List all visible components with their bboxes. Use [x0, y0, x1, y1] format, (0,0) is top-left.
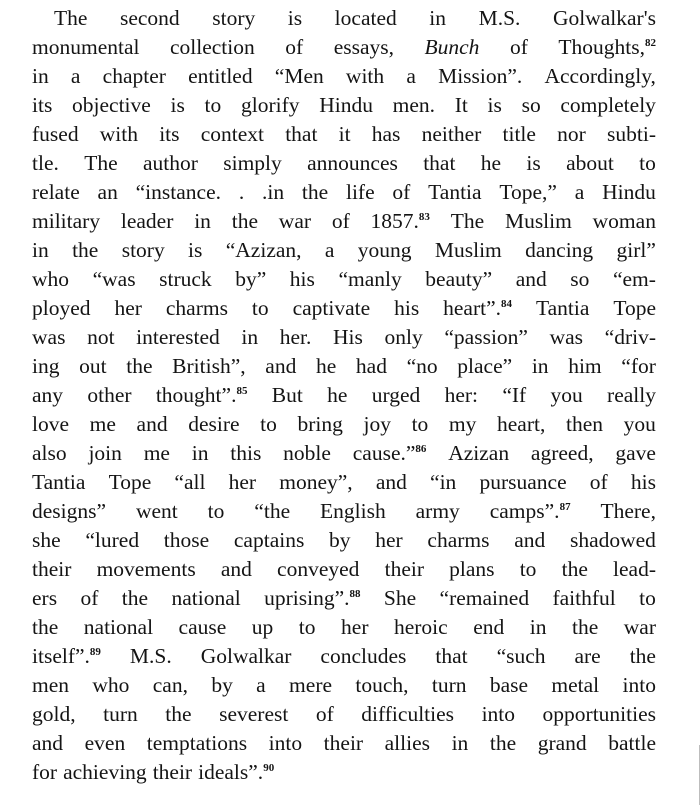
word: “Azizan,	[225, 238, 302, 262]
word: the	[72, 238, 99, 262]
word: nor	[557, 122, 586, 146]
word: who	[32, 267, 70, 291]
word: to	[639, 586, 656, 610]
word: Hindu	[319, 93, 373, 117]
word: went	[135, 499, 178, 523]
word: national	[171, 586, 241, 610]
word: girl”	[616, 238, 656, 262]
word: to	[207, 499, 225, 523]
word: you	[550, 383, 583, 407]
word: her:	[444, 383, 479, 407]
text-line	[32, 323, 656, 352]
word: collection	[169, 35, 255, 59]
word: It	[454, 93, 468, 117]
text-line	[32, 294, 656, 323]
word: “driv-	[604, 325, 656, 349]
word: by	[329, 528, 351, 552]
word: glorify	[240, 93, 300, 117]
footnote-ref: 85	[236, 384, 248, 397]
word: The	[54, 6, 88, 30]
word: Bunch	[424, 35, 480, 59]
word: to	[298, 615, 316, 639]
text-line	[32, 120, 656, 149]
word: heroic	[393, 615, 448, 639]
word: of	[589, 470, 608, 494]
word: “no	[406, 354, 438, 378]
word: he	[315, 354, 337, 378]
word: base	[489, 673, 529, 697]
word: fused	[32, 122, 79, 146]
word: so	[521, 93, 541, 117]
word: grand	[537, 731, 587, 755]
word: context	[200, 122, 264, 146]
word: temptations	[146, 731, 248, 755]
word: English	[320, 499, 386, 523]
word: out	[79, 354, 107, 378]
word: it	[338, 122, 351, 146]
word: heart,	[497, 412, 546, 436]
word: the	[32, 615, 59, 639]
word: heart”.$^{84}$	[443, 296, 513, 320]
text-line	[32, 207, 656, 236]
word: essays,	[333, 35, 394, 59]
word: Thoughts,$^{82}$	[558, 35, 656, 59]
word: objective	[72, 93, 151, 117]
text-line	[32, 642, 656, 671]
word: that	[435, 644, 468, 668]
word: to	[204, 93, 222, 117]
word: The	[450, 209, 485, 233]
word: woman	[592, 209, 656, 233]
word: young	[357, 238, 412, 262]
word: with	[345, 64, 385, 88]
word: “passion”	[444, 325, 528, 349]
word: opportunities	[542, 702, 656, 726]
word: bring	[297, 412, 343, 436]
word: so	[570, 267, 590, 291]
word: allies	[384, 731, 431, 755]
word: struck	[159, 267, 212, 291]
word: cause	[178, 615, 227, 639]
word: faithful	[552, 586, 616, 610]
word: cause.”$^{86}$	[352, 441, 427, 465]
word: in	[429, 6, 447, 30]
word: by	[211, 673, 233, 697]
word: severest	[219, 702, 289, 726]
word: and	[375, 470, 407, 494]
word: ployed	[32, 296, 91, 320]
word: by”	[235, 267, 267, 291]
word: entitled	[188, 64, 253, 88]
word: men.	[392, 93, 436, 117]
word: .	[238, 180, 245, 204]
word: relate	[32, 180, 80, 204]
word: of	[392, 180, 411, 204]
word: about	[566, 151, 614, 175]
word: Tope	[613, 296, 656, 320]
word: There,	[600, 499, 656, 523]
word: its	[159, 122, 180, 146]
word: to	[411, 412, 429, 436]
word: not	[87, 325, 115, 349]
word: that	[285, 122, 318, 146]
word: “instance.	[135, 180, 222, 204]
text-line	[32, 468, 656, 497]
word: the	[231, 209, 258, 233]
word: “all	[174, 470, 206, 494]
word: tle.	[32, 151, 59, 175]
word: the	[629, 644, 656, 668]
word: urged	[371, 383, 421, 407]
word: Mission”.	[438, 64, 523, 88]
word: chapter	[102, 64, 166, 88]
body-paragraph	[32, 4, 672, 787]
word: noble	[283, 441, 331, 465]
word: was	[549, 325, 584, 349]
footnote-ref: 82	[644, 36, 656, 49]
word: their	[32, 557, 72, 581]
word: even	[84, 731, 126, 755]
word: to	[251, 296, 269, 320]
footnote-ref: 89	[89, 645, 101, 658]
word: his	[289, 267, 315, 291]
word: “remained	[439, 586, 530, 610]
word: shadowed	[569, 528, 656, 552]
word: life	[345, 180, 375, 204]
word: uprising”.$^{88}$	[264, 586, 361, 610]
word: to	[639, 151, 656, 175]
word: war	[623, 615, 656, 639]
word: joy	[363, 412, 391, 436]
word: completely	[560, 93, 656, 117]
word: the	[561, 557, 588, 581]
word: he	[480, 151, 502, 175]
word: camps”.$^{87}$	[489, 499, 571, 523]
word: her	[114, 296, 142, 320]
word: end	[473, 615, 505, 639]
word: turn	[103, 702, 138, 726]
word: “such	[496, 644, 546, 668]
text-line	[32, 526, 656, 555]
word: author	[142, 151, 198, 175]
word: Tantia	[535, 296, 590, 320]
word: announces	[307, 151, 398, 175]
text-line	[32, 439, 656, 468]
text-line	[32, 352, 656, 381]
word: military	[32, 209, 101, 233]
word: lead-	[613, 557, 656, 581]
word: leader	[120, 209, 174, 233]
word: British”,	[172, 354, 246, 378]
word: had	[355, 354, 387, 378]
word: beauty”	[425, 267, 493, 291]
word: Golwalkar's	[552, 6, 656, 30]
word: the	[121, 586, 149, 610]
word: and	[515, 267, 547, 291]
footnote-ref: 83	[418, 210, 430, 223]
word: national	[83, 615, 154, 639]
footnote-ref: 87	[559, 500, 571, 513]
word: .in	[261, 180, 285, 204]
word: ideals”.$^{90}$	[198, 760, 275, 784]
word: and	[136, 412, 168, 436]
text-line	[32, 91, 656, 120]
word: ers	[32, 586, 58, 610]
word: in	[191, 441, 209, 465]
word: interested	[136, 325, 220, 349]
word: join	[88, 441, 122, 465]
word: only	[384, 325, 423, 349]
text-line	[32, 555, 656, 584]
word: Tantia	[32, 470, 86, 494]
word: dancing	[525, 238, 594, 262]
word: movements	[96, 557, 196, 581]
text-line	[32, 700, 656, 729]
word: in	[531, 354, 549, 378]
word: of	[509, 35, 528, 59]
word: “If	[502, 383, 527, 407]
word: thought”.$^{85}$	[155, 383, 248, 407]
word: you	[623, 412, 656, 436]
word: really	[607, 383, 656, 407]
word: second	[119, 6, 180, 30]
word: gold,	[32, 702, 76, 726]
word: with	[99, 122, 138, 146]
word: her	[375, 528, 403, 552]
word: those	[163, 528, 210, 552]
word: conveyed	[277, 557, 360, 581]
word: achieving	[63, 760, 147, 784]
word: a	[574, 180, 585, 204]
word: captivate	[292, 296, 371, 320]
word: difficulties	[361, 702, 455, 726]
word: his	[630, 470, 656, 494]
word: in	[194, 209, 211, 233]
word: Muslim	[504, 209, 572, 233]
word: His	[333, 325, 363, 349]
word: men	[32, 673, 70, 697]
word: her	[341, 615, 369, 639]
word: mere	[289, 673, 333, 697]
text-line	[32, 236, 656, 265]
footnote-ref: 88	[349, 587, 361, 600]
word: is	[188, 238, 203, 262]
word: an	[97, 180, 118, 204]
word: a	[324, 238, 335, 262]
word: the	[571, 615, 599, 639]
word: agreed,	[530, 441, 594, 465]
word: to	[260, 412, 277, 436]
text-line	[32, 265, 656, 294]
word: is	[526, 151, 541, 175]
word: also	[32, 441, 67, 465]
word: their	[323, 731, 364, 755]
word: then	[565, 412, 603, 436]
word: desire	[188, 412, 240, 436]
word: Tope,”	[499, 180, 557, 204]
word: of	[315, 702, 334, 726]
word: me	[143, 441, 170, 465]
word: neither	[421, 122, 482, 146]
word: of	[285, 35, 304, 59]
word: “manly	[338, 267, 402, 291]
word: of	[80, 586, 99, 610]
footnote-ref: 84	[501, 297, 513, 310]
word: was	[32, 325, 66, 349]
word: subti-	[607, 122, 656, 146]
word: the	[126, 354, 153, 378]
word: “for	[621, 354, 656, 378]
word: who	[92, 673, 130, 697]
word: a	[256, 673, 266, 697]
word: turn	[431, 673, 467, 697]
word: located	[334, 6, 397, 30]
word: title	[502, 122, 536, 146]
text-line	[32, 410, 656, 439]
word: army	[415, 499, 460, 523]
word: The	[84, 151, 118, 175]
word: into	[622, 673, 656, 697]
word: designs”	[32, 499, 107, 523]
word: Azizan	[448, 441, 510, 465]
text-line	[32, 62, 656, 91]
word: gave	[615, 441, 656, 465]
word: is	[487, 93, 502, 117]
word: and	[32, 731, 64, 755]
word: in	[32, 238, 49, 262]
word: for	[32, 760, 58, 784]
word: “in	[430, 470, 457, 494]
word: in	[32, 64, 49, 88]
text-line	[32, 729, 656, 758]
word: concludes	[320, 644, 407, 668]
word: her.	[279, 325, 312, 349]
word: is	[287, 6, 303, 30]
word: the	[301, 180, 329, 204]
word: this	[230, 441, 262, 465]
word: and	[220, 557, 252, 581]
word: Tope	[108, 470, 152, 494]
text-line	[32, 381, 656, 410]
word: charms	[165, 296, 228, 320]
word: Accordingly,	[544, 64, 656, 88]
word: is	[170, 93, 185, 117]
word: M.S.	[129, 644, 172, 668]
word: him	[568, 354, 602, 378]
word: can,	[152, 673, 188, 697]
text-line	[32, 149, 656, 178]
word: charms	[427, 528, 490, 552]
word: its	[32, 93, 53, 117]
word: Muslim	[434, 238, 502, 262]
word: Golwalkar	[200, 644, 292, 668]
footnote-ref: 90	[263, 761, 275, 774]
word: “the	[254, 499, 291, 523]
word: her	[228, 470, 257, 494]
word: of	[331, 209, 350, 233]
word: into	[268, 731, 303, 755]
word: she	[32, 528, 61, 552]
word: in	[529, 615, 547, 639]
word: But	[271, 383, 303, 407]
word: a	[406, 64, 416, 88]
text-line	[32, 178, 656, 207]
text-line	[32, 497, 656, 526]
word: touch,	[355, 673, 409, 697]
word: “lured	[85, 528, 140, 552]
word: “Men	[274, 64, 324, 88]
word: in	[241, 325, 259, 349]
word: simply	[223, 151, 282, 175]
word: my	[448, 412, 477, 436]
word: Hindu	[602, 180, 656, 204]
word: that	[423, 151, 456, 175]
word: captains	[233, 528, 305, 552]
word: M.S.	[478, 6, 521, 30]
word: story	[121, 238, 165, 262]
word: plans	[449, 557, 495, 581]
word: money”,	[279, 470, 353, 494]
word: into	[481, 702, 516, 726]
word: 1857.83	[370, 209, 430, 233]
word: in	[451, 731, 469, 755]
word: their	[152, 760, 193, 784]
word: war	[278, 209, 312, 233]
word: ing	[32, 354, 60, 378]
word: monumental	[32, 35, 140, 59]
text-line	[32, 33, 656, 62]
word: their	[384, 557, 424, 581]
word: a	[70, 64, 81, 88]
text-line	[32, 584, 656, 613]
word: and	[265, 354, 297, 378]
word: and	[514, 528, 546, 552]
word: to	[519, 557, 537, 581]
word: he	[327, 383, 348, 407]
word: itself”.$^{89}$	[32, 644, 101, 668]
word: “was	[92, 267, 136, 291]
word: his	[394, 296, 420, 320]
word: place”	[457, 354, 513, 378]
text-line	[32, 4, 656, 33]
word: “em-	[612, 267, 656, 291]
text-line	[32, 758, 656, 787]
word: the	[165, 702, 192, 726]
word: other	[87, 383, 132, 407]
word: Tantia	[428, 180, 482, 204]
word: metal	[551, 673, 600, 697]
footnote-ref: 86	[415, 442, 427, 455]
word: pursuance	[479, 470, 567, 494]
word: are	[574, 644, 601, 668]
word: up	[251, 615, 274, 639]
word: love	[32, 412, 70, 436]
word: me	[89, 412, 116, 436]
word: She	[383, 586, 417, 610]
word: any	[32, 383, 64, 407]
word: battle	[608, 731, 656, 755]
word: story	[212, 6, 256, 30]
word: has	[371, 122, 401, 146]
word: the	[489, 731, 517, 755]
text-line	[32, 671, 656, 700]
text-line	[32, 613, 656, 642]
